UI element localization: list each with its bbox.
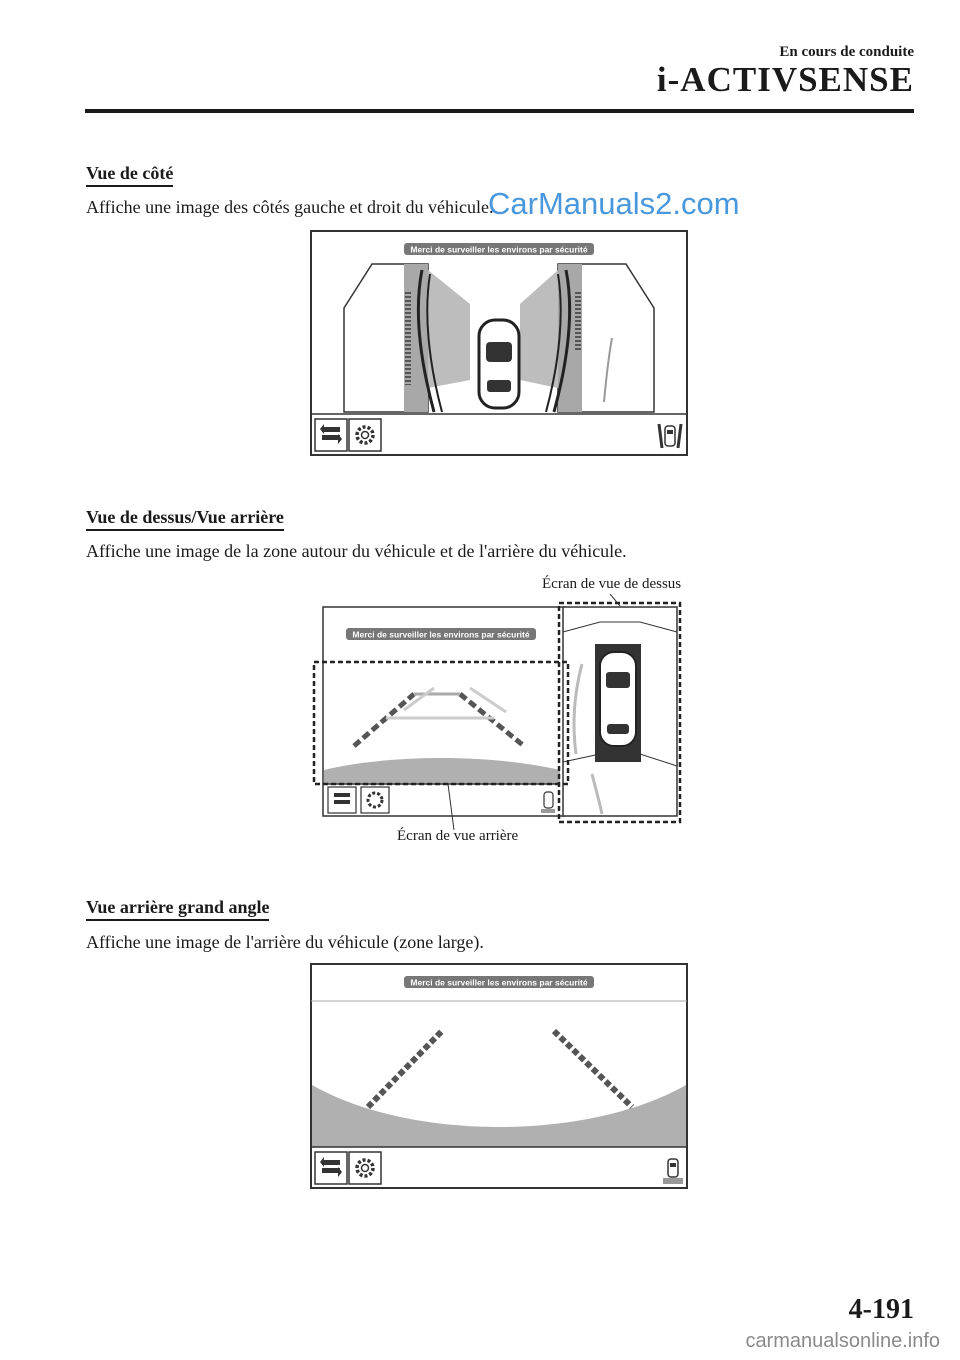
camera-switch-icon[interactable] bbox=[328, 787, 356, 813]
page-number: 4-191 bbox=[848, 1294, 914, 1325]
camera-switch-icon[interactable] bbox=[315, 419, 347, 451]
warning-banner bbox=[346, 628, 536, 640]
chapter-title: i-ACTIVSENSE bbox=[656, 60, 914, 99]
section-title-side-view: Vue de côté bbox=[86, 163, 173, 184]
top-rear-view-screen bbox=[310, 594, 686, 830]
warning-banner bbox=[404, 976, 594, 988]
running-header: En cours de conduite bbox=[779, 44, 914, 60]
section-title-wide-rear-view: Vue arrière grand angle bbox=[86, 897, 269, 918]
header-rule bbox=[85, 109, 914, 113]
camera-switch-icon[interactable] bbox=[315, 1152, 347, 1184]
svg-text:Merci de surveiller les enviro: Merci de surveiller les environs par sécurité bbox=[410, 244, 588, 255]
footer-watermark: carmanualsonline.info bbox=[745, 1330, 940, 1352]
section-title-top-rear-view: Vue de dessus/Vue arrière bbox=[86, 507, 284, 528]
vehicle-top-icon bbox=[479, 320, 519, 408]
svg-text:Merci de surveiller les enviro: Merci de surveiller les environs par sécurité bbox=[410, 977, 588, 988]
wide-rear-view-screen bbox=[310, 963, 688, 1189]
svg-text:Merci de surveiller les enviro: Merci de surveiller les environs par sécurité bbox=[352, 629, 530, 640]
gear-icon[interactable] bbox=[349, 1152, 381, 1184]
callout-rear-view: Écran de vue arrière bbox=[397, 828, 519, 844]
callout-top-view: Écran de vue de dessus bbox=[542, 576, 682, 592]
gear-icon[interactable] bbox=[361, 787, 389, 813]
gear-icon[interactable] bbox=[349, 419, 381, 451]
section-desc-side-view: Affiche une image des côtés gauche et droit du véhicule. bbox=[86, 197, 494, 217]
side-view-screen bbox=[310, 230, 688, 456]
warning-banner bbox=[404, 243, 594, 255]
watermark: CarManuals2.com bbox=[488, 186, 740, 221]
section-desc-wide-rear-view: Affiche une image de l'arrière du véhicule (zone large). bbox=[86, 932, 484, 952]
section-desc-top-rear-view: Affiche une image de la zone autour du véhicule et de l'arrière du véhicule. bbox=[86, 541, 627, 561]
